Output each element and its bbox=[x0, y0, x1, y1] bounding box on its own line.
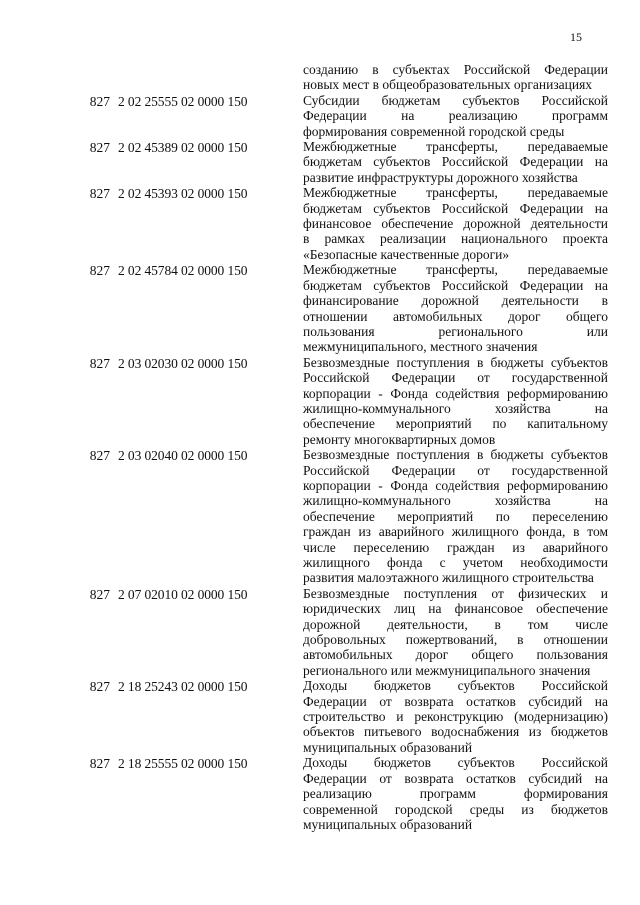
admin-code-cell: 827 bbox=[89, 140, 110, 156]
admin-code-cell: 827 bbox=[89, 756, 110, 772]
revenue-name-line: числе переселению граждан из аварийного bbox=[303, 539, 608, 555]
revenue-name-line: Доходы бюджетов субъектов Российской bbox=[303, 755, 608, 771]
revenue-name-line: Субсидии бюджетам субъектов Российской bbox=[303, 92, 608, 108]
admin-code-cell: 827 bbox=[89, 355, 110, 371]
table-row bbox=[0, 93, 640, 139]
revenue-name-line: Федерации на реализацию программ bbox=[303, 108, 608, 124]
revenue-name-line: дорожной деятельности, в том числе bbox=[303, 616, 608, 632]
revenue-code-cell: 2 07 02010 02 0000 150 bbox=[118, 586, 248, 602]
revenue-name-cell bbox=[303, 586, 608, 678]
table-row bbox=[0, 447, 640, 586]
revenue-name-line: Российской Федерации от государственной bbox=[303, 462, 608, 478]
revenue-name-line: добровольных пожертвований, в отношении bbox=[303, 632, 608, 648]
revenue-code-cell: 2 18 25243 02 0000 150 bbox=[118, 679, 248, 695]
revenue-name-line: объектов питьевого водоснабжения из бюджетов bbox=[303, 724, 608, 740]
revenue-name-line: корпорации - Фонда содействия реформированию bbox=[303, 385, 608, 401]
revenue-name-line: пользования регионального или bbox=[303, 323, 608, 339]
revenue-name-line: новых мест в общеобразовательных организациях bbox=[303, 77, 593, 93]
revenue-name-line: юридических лиц на финансовое обеспечение bbox=[303, 601, 608, 617]
revenue-name-line: Межбюджетные трансферты, передаваемые bbox=[303, 262, 608, 278]
revenue-name-cell bbox=[303, 262, 608, 354]
table-row bbox=[0, 262, 640, 354]
revenue-code-cell: 2 03 02030 02 0000 150 bbox=[118, 355, 248, 371]
revenue-name-cell bbox=[303, 755, 608, 832]
revenue-name-line: муниципальных образований bbox=[303, 816, 473, 832]
revenue-name-line: развитие инфраструктуры дорожного хозяйства bbox=[303, 169, 578, 185]
revenue-name-line: бюджетам субъектов Российской Федерации на bbox=[303, 200, 608, 216]
table-row bbox=[0, 139, 640, 185]
revenue-name-line: Доходы бюджетов субъектов Российской bbox=[303, 678, 608, 694]
table-row bbox=[0, 755, 640, 832]
revenue-name-cell bbox=[303, 355, 608, 447]
revenue-code-cell: 2 02 25555 02 0000 150 bbox=[118, 93, 248, 109]
admin-code-cell: 827 bbox=[89, 586, 110, 602]
revenue-code-cell: 2 02 45784 02 0000 150 bbox=[118, 263, 248, 279]
revenue-name-line: Безвозмездные поступления в бюджеты субъектов bbox=[303, 447, 608, 463]
revenue-name-line: корпорации - Фонда содействия реформированию bbox=[303, 477, 608, 493]
revenue-name-line: граждан из аварийного жилищного фонда, в том bbox=[303, 524, 608, 540]
revenue-name-line: жилищного фонда с учетом необходимости bbox=[303, 555, 608, 570]
revenue-code-cell: 2 02 45393 02 0000 150 bbox=[118, 186, 248, 202]
revenue-name-cell bbox=[303, 678, 608, 755]
revenue-name-line: Российской Федерации от государственной bbox=[303, 370, 608, 386]
table-row bbox=[0, 355, 640, 447]
revenue-code-cell: 2 02 45389 02 0000 150 bbox=[118, 140, 248, 156]
revenue-name-line: реализацию программ формирования bbox=[303, 786, 608, 802]
revenue-name-line: жилищно-коммунального хозяйства на bbox=[303, 493, 608, 509]
revenue-codes-table bbox=[0, 62, 640, 832]
table-row bbox=[0, 62, 640, 93]
revenue-name-line: обеспечение мероприятий по переселению bbox=[303, 508, 608, 524]
table-row bbox=[0, 586, 640, 678]
revenue-name-line: ремонту многоквартирных домов bbox=[303, 431, 496, 447]
table-row bbox=[0, 185, 640, 262]
revenue-code-cell bbox=[110, 62, 303, 63]
revenue-name-line: автомобильных дорог общего пользования bbox=[303, 647, 608, 663]
revenue-name-line: Федерации от возврата остатков субсидий на bbox=[303, 693, 608, 709]
revenue-name-line: финансовое обеспечение дорожной деятельности bbox=[303, 216, 608, 232]
revenue-name-cell bbox=[303, 185, 608, 262]
admin-code-cell: 827 bbox=[89, 679, 110, 695]
revenue-name-line: строительство и реконструкцию (модернизацию) bbox=[303, 709, 608, 725]
admin-code-cell: 827 bbox=[89, 186, 110, 202]
revenue-name-cell bbox=[303, 62, 608, 93]
revenue-name-line: обеспечение мероприятий по капитальному bbox=[303, 416, 608, 432]
revenue-name-line: бюджетам субъектов Российской Федерации на bbox=[303, 154, 608, 170]
revenue-code-cell: 2 18 25555 02 0000 150 bbox=[118, 756, 248, 772]
revenue-name-line: в рамках реализации национального проекта bbox=[303, 231, 608, 247]
revenue-name-line: Безвозмездные поступления в бюджеты субъектов bbox=[303, 354, 608, 370]
revenue-name-line: «Безопасные качественные дороги» bbox=[303, 246, 510, 262]
page-number: 15 bbox=[570, 30, 582, 44]
revenue-name-line: формирования современной городской среды bbox=[303, 123, 565, 139]
table-row bbox=[0, 678, 640, 755]
revenue-name-line: жилищно-коммунального хозяйства на bbox=[303, 400, 608, 416]
revenue-name-line: Безвозмездные поступления от физических и bbox=[303, 585, 608, 601]
revenue-name-line: финансирование дорожной деятельности в bbox=[303, 293, 608, 309]
revenue-name-line: развития малоэтажного жилищного строительства bbox=[303, 570, 594, 586]
revenue-name-line: Межбюджетные трансферты, передаваемые bbox=[303, 185, 608, 201]
revenue-name-cell bbox=[303, 139, 608, 185]
revenue-name-line: отношении автомобильных дорог общего bbox=[303, 308, 608, 324]
revenue-name-line: межмуниципального, местного значения bbox=[303, 339, 538, 355]
revenue-name-line: бюджетам субъектов Российской Федерации на bbox=[303, 277, 608, 293]
revenue-name-line: созданию в субъектах Российской Федерации bbox=[303, 62, 608, 77]
revenue-name-line: современной городской среды из бюджетов bbox=[303, 801, 608, 817]
admin-code-cell: 827 bbox=[89, 93, 110, 109]
revenue-name-cell bbox=[303, 447, 608, 586]
revenue-name-line: муниципальных образований bbox=[303, 739, 473, 755]
revenue-code-cell: 2 03 02040 02 0000 150 bbox=[118, 448, 248, 464]
revenue-name-cell bbox=[303, 93, 608, 139]
admin-code-cell bbox=[0, 62, 110, 63]
admin-code-cell: 827 bbox=[89, 448, 110, 464]
admin-code-cell: 827 bbox=[89, 263, 110, 279]
revenue-name-line: регионального или межмуниципального значения bbox=[303, 662, 591, 678]
revenue-name-line: Федерации от возврата остатков субсидий на bbox=[303, 770, 608, 786]
revenue-name-line: Межбюджетные трансферты, передаваемые bbox=[303, 139, 608, 155]
